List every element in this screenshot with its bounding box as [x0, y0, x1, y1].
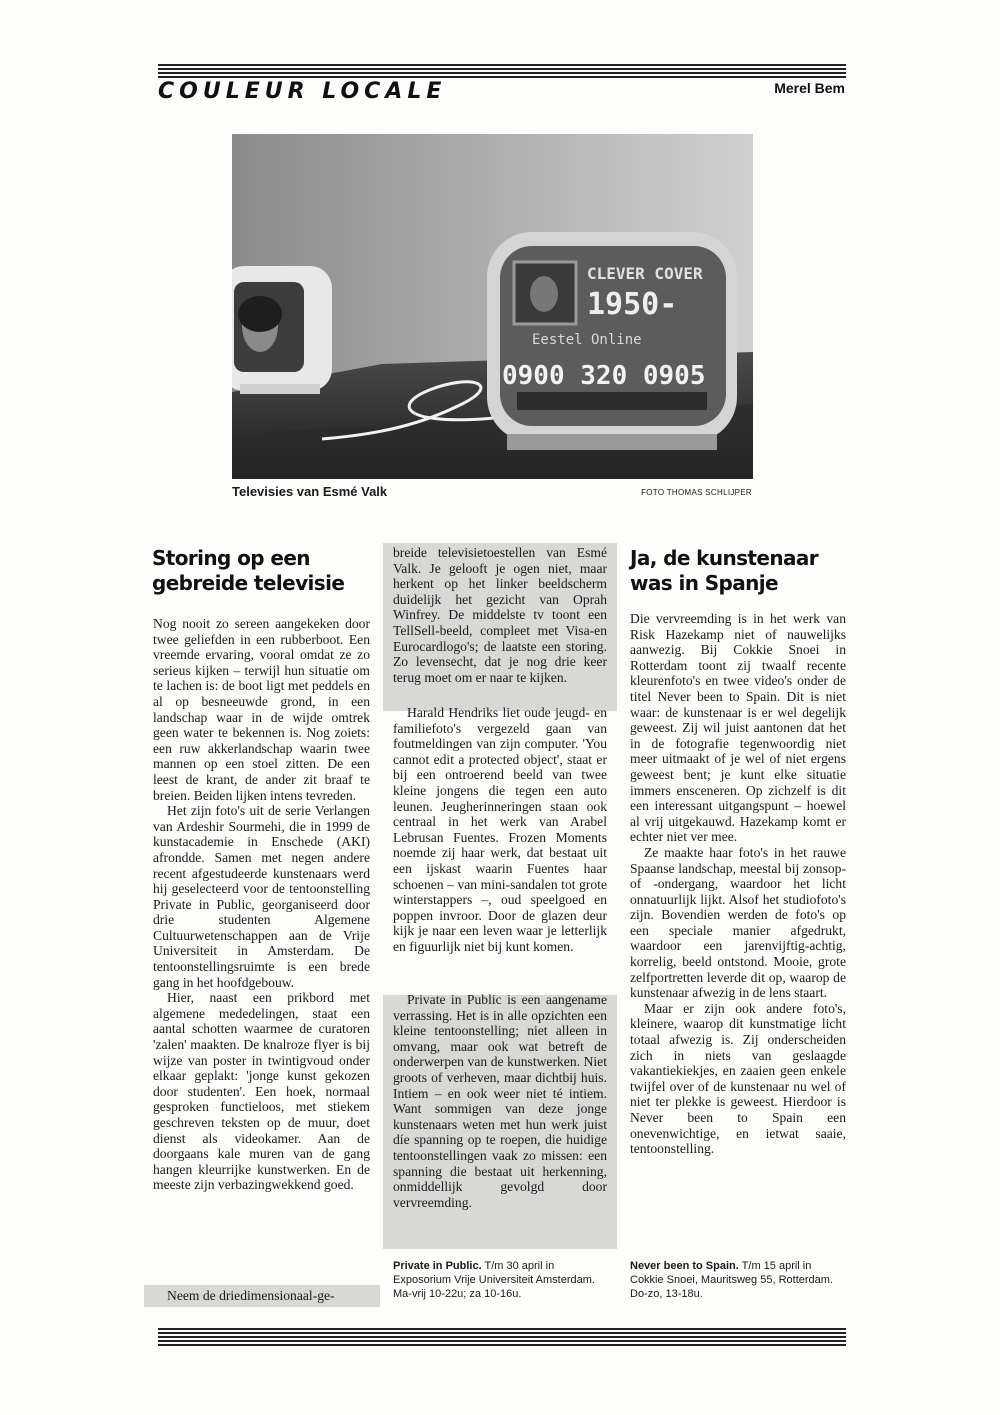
article2-headline: Ja, de kunstenaar was in Spanje [630, 546, 819, 595]
photo-caption: Televisies van Esmé Valk [232, 484, 388, 499]
article2-body [630, 611, 846, 1157]
article2-paragraph: Die vervreemding is in het werk van Risk Hazekamp niet of nauwelijks aanwezig. Bij Cokkie Snoei in Rotterdam toont zij twaalf recente kleurenfoto's en twee video's onder de titel Never been to Spain. Dit is niet waar: de kunstenaar is er wel degelijk geweest. Zij wil juist aantonen dat het in de fotografie tegenwoordig niet meer uitmaakt of je wel of niet ergens geweest bent; je kunt elke situatie immers ensceneren. Op zichzelf is dit een interessant uitgangspunt – hoewel al vrij uitgekauwd. Hazekamp komt er echter niet ver mee. [630, 611, 846, 845]
article1-body [153, 616, 370, 1193]
column2-body [393, 545, 607, 1210]
column2-paragraph: Harald Hendriks liet oude jeugd- en familiefoto's vergezeld gaan van foutmeldingen van zijn computer. 'You cannot edit a protected object', staat er bij een ontroerend beeld van twee kleine jongens die tegen een auto leunen. Jeugherinneringen staan ook centraal in het werk van Arabel Lebrusan Fuentes. Frozen Moments noemde zij haar werk, dat bestaat uit een ijskast waarin Fuentes haar schoenen – van mini-sandalen tot grote winterstappers –, oud speelgoed en poppen invroor. Door de glazen deur kijk je naar een leven waar je letterlijk en figuurlijk niet bij kunt komen. [393, 705, 607, 954]
exhibition-info-1 [393, 1259, 607, 1301]
column2-paragraph: breide televisietoestellen van Esmé Valk. Je gelooft je ogen niet, maar herkent op het linker beeldscherm duidelijk het gezicht van Oprah Winfrey. De middelste tv toont een TellSell-beeld, compleet met Visa-en Eurocardlogo's; de laatste een storing. Zo levensecht, dat je nog drie keer terug moet om er naar te kijken. [393, 545, 607, 685]
top-rule [158, 64, 846, 78]
screen-line-4: 0900 320 0905 [502, 361, 706, 391]
article-photo [232, 134, 753, 479]
article1-paragraph: Hier, naast een prikbord met algemene mededelingen, staat een aantal schotten waarmee de curatoren 'zalen' maakten. De knalroze flyer is bij wijze van poster in twintigvoud onder elkaar geplakt: 'jonge kunst gekozen door studenten'. Een hoek, normaal gesproken functieloos, met stiekem geschreven teksten op de muur, doet dienst als videokamer. Aan de doorgaans kale muren van de gang hangen kleurrijke kunstwerken. En de meeste zijn verbazingwekkend goed. [153, 990, 370, 1193]
article2-paragraph: Ze maakte haar foto's in het rauwe Spaanse landschap, meestal bij zonsop- of -ondergang, waardoor het licht onnatuurlijk lijkt. Alsof het studiofoto's zijn. Bovendien werden de foto's op een speciale manier afgedrukt, waardoor een jarenvijftig-achtig, korrelig, beeld ontstond. Mooie, grote zelfportretten leverde dit op, waarop de kunstenaar afwezig in de lens staart. [630, 844, 846, 1001]
section-title: COULEUR LOCALE [158, 79, 447, 104]
article1-paragraph: Het zijn foto's uit de serie Verlangen van Ardeshir Sourmehi, die in 1999 de kunstacademie in Enschede (AKI) afrondde. Samen met negen andere recent afgestudeerde kunstenaars werd hij geselecteerd voor de tentoonstelling Private in Public, georganiseerd door drie studenten Algemene Cultuurwetenschappen aan de Vrije Universiteit in Amsterdam. De tentoonstellingsruimte is een brede gang in het hoofdgebouw. [153, 803, 370, 990]
screen-line-2: 1950- [587, 287, 678, 322]
article1-headline: Storing op een gebreide televisie [152, 546, 345, 595]
author-byline: Merel Bem [774, 80, 845, 96]
televisions-photo-illustration [232, 134, 753, 479]
exhibition-info-title: Never been to Spain. [630, 1260, 739, 1272]
column2-paragraph: Private in Public is een aangename verrassing. Het is in alle opzichten een kleine tentoonstelling; niet alleen in omvang, maar ook wat betreft de onderwerpen van de kunstwerken. Niet groots of verheven, maar dichtbij huis. Intiem – en ook weer niet té intiem. Want sommigen van deze jonge kunstenaars weten met hun werk juist díe spanning op te roepen, die huidige tentoonstellingen vaak zo missen: een spanning die bestaat uit herkenning, onmiddellijk gevolgd door vervreemding. [393, 992, 607, 1210]
article1-continuation: Neem de driedimensionaal-ge- [167, 1288, 335, 1303]
exhibition-info-text: T/m 30 april in Exposorium Vrije Universiteit Amsterdam. Ma-vrij 10-22u; za 10-16u. [393, 1260, 595, 1300]
article2-paragraph: Maar er zijn ook andere foto's, kleinere, waarop dit kunstmatige licht totaal afwezig is. Zij onderscheiden zich in niets van geslaagde vakantiekiekjes, en zaaien geen enkele twijfel over of de kunstenaar nu wel of niet ter plekke is geweest. Hierdoor is Never been to Spain een onevenwichtige, en ietwat saaie, tentoonstelling. [630, 1000, 846, 1157]
exhibition-info-2 [630, 1259, 846, 1301]
article1-paragraph: Nog nooit zo sereen aangekeken door twee geliefden in een rubberboot. Een vreemde ervaring, vooral omdat ze zo serieus kijken – terwijl hun situatie om te lachen is: de boot ligt met peddels en al op besneeuwde grond, in een landschap waar in de wijde omtrek geen water te bekennen is. Nog zoiets: een ruw akkerlandschap waarin twee mannen op een stoel zitten. De een leest de krant, de ander zit braaf te breien. Beiden lijken intens tevreden. [153, 616, 370, 803]
bottom-rule [158, 1328, 846, 1346]
screen-line-3: Eestel Online [532, 332, 642, 348]
exhibition-info-title: Private in Public. [393, 1260, 482, 1272]
photo-credit: FOTO THOMAS SCHLIJPER [641, 488, 752, 497]
screen-line-1: CLEVER COVER [587, 264, 703, 283]
exhibition-info-text: T/m 15 april in Cokkie Snoei, Mauritsweg 55, Rotterdam. Do-zo, 13-18u. [630, 1260, 833, 1300]
